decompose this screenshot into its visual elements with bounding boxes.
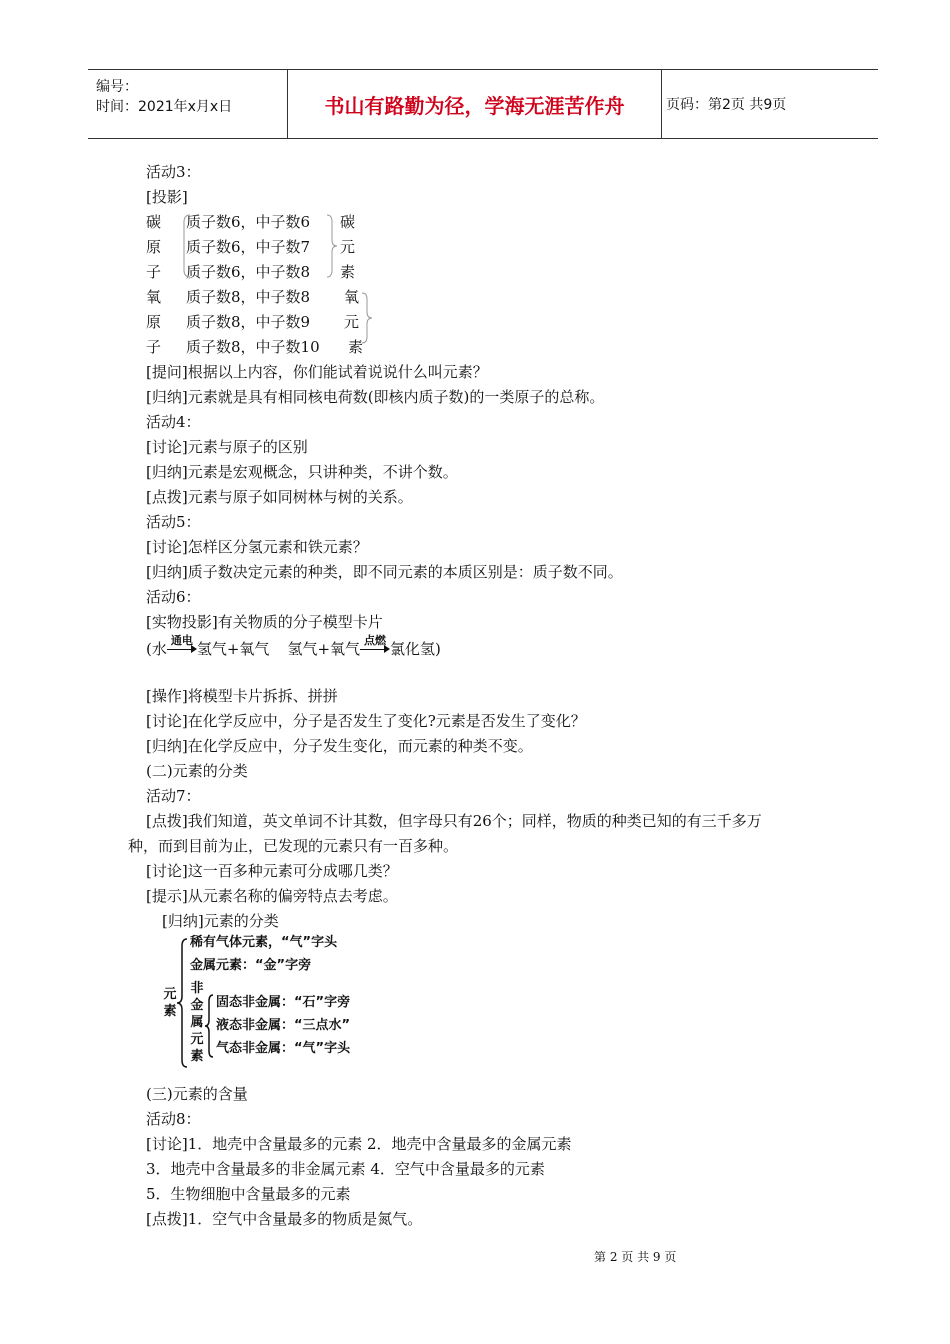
summary-5: [归纳]元素的分类 — [162, 912, 279, 930]
discussion-5-line-1: [讨论]1．地壳中含量最多的元素 2．地壳中含量最多的金属元素 — [146, 1135, 572, 1153]
element-right-char: 元 — [344, 313, 360, 331]
real-projection: [实物投影]有关物质的分子模型卡片 — [146, 613, 383, 631]
hint-2-line-1: [点拨]我们知道，英文单词不计其数，但字母只有26个；同样，物质的种类已知的有三千多万 — [146, 812, 762, 830]
summary-1: [归纳]元素就是具有相同核电荷数(即核内质子数)的一类原子的总称。 — [146, 388, 605, 406]
discussion-3: [讨论]在化学反应中，分子是否发生了变化?元素是否发生了变化？ — [146, 712, 586, 730]
hint-3: [点拨]1．空气中含量最多的物质是氮气。 — [146, 1210, 423, 1228]
page-header — [88, 69, 878, 139]
reaction-arrow-icon — [167, 634, 197, 660]
element-right-char: 碳 — [340, 213, 356, 231]
discussion-2: [讨论]怎样区分氢元素和铁元素？ — [146, 538, 368, 556]
atom-left-char: 子 — [146, 263, 162, 281]
classification-root: 元素 — [163, 987, 177, 1019]
discussion-5-line-2: 3．地壳中含量最多的非金属元素 4．空气中含量最多的元素 — [146, 1160, 545, 1178]
element-right-char: 素 — [340, 263, 356, 281]
discussion-5-line-3: 5．生物细胞中含量最多的元素 — [146, 1185, 351, 1203]
hint-1: [点拨]元素与原子如同树林与树的关系。 — [146, 488, 413, 506]
atom-left-char: 子 — [146, 338, 162, 356]
equation-reactants-2: 氢气+氧气 — [287, 640, 361, 658]
discussion-4: [讨论]这一百多种元素可分成哪几类？ — [146, 862, 398, 880]
activity-5-label: 活动5： — [146, 513, 201, 531]
activity-8-label: 活动8： — [146, 1110, 201, 1128]
summary-4: [归纳]在化学反应中，分子发生变化，而元素的种类不变。 — [146, 737, 533, 755]
left-brace-icon — [204, 994, 214, 1058]
arrow-label: 点燃 — [364, 634, 387, 647]
equation-products-1: 氢气+氧气 — [196, 640, 270, 658]
activity-4-label: 活动4： — [146, 413, 201, 431]
atom-left-char: 原 — [146, 238, 162, 256]
operation: [操作]将模型卡片拆拆、拼拼 — [146, 687, 338, 705]
header-motto: 书山有路勤为径，学海无涯苦作舟 — [287, 70, 662, 138]
projection-label: [投影] — [146, 188, 188, 206]
activity-7-label: 活动7： — [146, 787, 201, 805]
class-metal: 金属元素：“金”字旁 — [190, 958, 312, 973]
section-3-title: (三)元素的含量 — [146, 1085, 248, 1103]
oxygen-isotope-row: 质子数8，中子数10 — [186, 338, 320, 356]
left-brace-icon — [176, 938, 188, 1068]
summary-2: [归纳]元素是宏观概念，只讲种类，不讲个数。 — [146, 463, 458, 481]
class-rare-gas: 稀有气体元素，“气”字头 — [190, 935, 338, 950]
activity-6-label: 活动6： — [146, 588, 201, 606]
element-right-char: 氧 — [344, 288, 360, 306]
arrow-label: 通电 — [170, 634, 193, 647]
question-1: [提问]根据以上内容，你们能试着说说什么叫元素？ — [146, 363, 488, 381]
document-date-label: 时间：2021年x月x日 — [96, 99, 233, 115]
equation-products-2: 氯化氢) — [390, 640, 441, 658]
document-number-label: 编号： — [96, 79, 138, 95]
atom-left-char: 氧 — [146, 288, 162, 306]
left-bracket-icon — [183, 214, 191, 278]
header-page-label: 页码：第2页 共9页 — [666, 97, 787, 113]
atom-left-char: 碳 — [146, 213, 162, 231]
header-left-cell — [88, 70, 288, 138]
class-gas-nonmetal: 气态非金属：“气”字头 — [216, 1041, 351, 1056]
summary-3: [归纳]质子数决定元素的种类，即不同元素的本质区别是：质子数不同。 — [146, 563, 623, 581]
carbon-isotope-row: 质子数6，中子数7 — [186, 238, 311, 256]
hint-2-line-2: 种，而到目前为止，已发现的元素只有一百多种。 — [128, 837, 459, 855]
chemical-equation — [146, 634, 441, 660]
oxygen-isotope-row: 质子数8，中子数8 — [186, 288, 311, 306]
class-liquid-nonmetal: 液态非金属：“三点水” — [216, 1018, 351, 1033]
carbon-isotope-row: 质子数6，中子数8 — [186, 263, 311, 281]
right-brace-icon — [326, 214, 338, 278]
prompt: [提示]从元素名称的偏旁特点去考虑。 — [146, 887, 398, 905]
section-2-title: (二)元素的分类 — [146, 762, 248, 780]
atom-left-char: 原 — [146, 313, 162, 331]
class-nonmetal: 非金属元素 — [190, 981, 204, 1064]
reaction-arrow-icon — [360, 634, 390, 660]
oxygen-isotope-row: 质子数8，中子数9 — [186, 313, 311, 331]
discussion-1: [讨论]元素与原子的区别 — [146, 438, 308, 456]
equation-open: (水 — [146, 640, 167, 658]
activity-3-label: 活动3： — [146, 163, 201, 181]
carbon-isotope-row: 质子数6，中子数6 — [186, 213, 311, 231]
class-solid-nonmetal: 固态非金属：“石”字旁 — [216, 995, 351, 1010]
right-brace-icon — [361, 292, 373, 344]
page-footer: 第 2 页 共 9 页 — [594, 1250, 677, 1264]
element-right-char: 素 — [348, 338, 364, 356]
element-right-char: 元 — [340, 238, 356, 256]
